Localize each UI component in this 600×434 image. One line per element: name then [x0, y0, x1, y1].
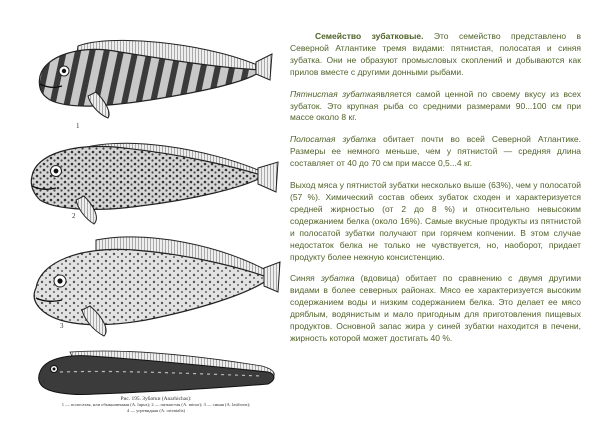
fish-2-spotted [31, 143, 278, 224]
figure-number-3: 3 [60, 322, 64, 330]
paragraph-meat-yield: Выход мяса у пятнистой зубатки несколько выше (63%), чем у полосатой (57 %). Химический состав обеих зубаток сходен и характеризуется средней жирностью (от 2 до 8 %) и относительно невысоким содержанием белка (около 16%). Самые вкусные продукты из пятнистой и полосатой зубатки получают при горячем копчении. В этом случае недостаток белка не только не чувствуется, но, наоборот, придает продукту более нежную консистенцию. [290, 180, 581, 262]
caption-line-1: 1 — полосатая, или обыкновенная (A. lupus); 2 — пятнистая (A. minor); 3 — синяя (A. latifrons); [61, 402, 251, 407]
fish-3-northern [34, 237, 280, 336]
family-description: Это семейство представлено в Северной Атлантике тремя видами: пятнистая, полосатая и синяя зубатка. Они не образуют промысловых скоплений и добываются как прилов вместе с другими донными рыбами. [290, 31, 582, 77]
caption-line-2: 4 — угревидная (A. orientalis) [126, 408, 186, 413]
fish-1-striped [39, 40, 272, 118]
figure-caption [22, 396, 290, 414]
wolffish-illustration [0, 0, 290, 434]
paragraph-spotted [290, 89, 581, 125]
striped-description: обитает почти во всей Северной Атлантике. Размеры ее немного меньше, чем у пятнистой — средняя длина составляет от 40 до 70 см при массе 0,5...4 кг. [290, 134, 582, 169]
spotted-description: является самой ценной по своему вкусу из всех зубаток. Это крупная рыба со средними размерами 90...100 см при массе около 8 кг. [290, 88, 581, 123]
blue-description: (вдовица) обитает по сравнению с двумя другими видами в более северных районах. Мясо ее характеризуется высоким содержанием воды и низким содержанием белка. Это делает ее мясо дряблым, водянистым и мало пригодным для приготовления пищевых продуктов. Основной запас жира у синей зубатки находится в печени, жирность которой может достигать 40 %. [290, 273, 582, 343]
paragraph-family [290, 31, 581, 79]
paragraph-blue [290, 273, 581, 344]
paragraph-striped [290, 134, 581, 170]
fish-4-eel-like [39, 351, 275, 395]
caption-genus: (Anarhichas): [161, 396, 192, 402]
striped-term: Полосатая зубатка [290, 134, 376, 145]
fish-drawings [0, 0, 290, 434]
spotted-term: Пятнистая зубатка [290, 88, 376, 99]
article-text [290, 31, 581, 355]
blue-term: зубатка [321, 273, 355, 284]
figure-number-1: 1 [76, 122, 80, 130]
blue-lead: Синяя [290, 273, 322, 284]
figure-number-2: 2 [72, 212, 76, 220]
caption-title: Рис. 195. Зубатки [120, 396, 161, 402]
section-title: Семейство зубатковые. [315, 31, 424, 41]
figure-number-4: 4 [42, 378, 46, 386]
